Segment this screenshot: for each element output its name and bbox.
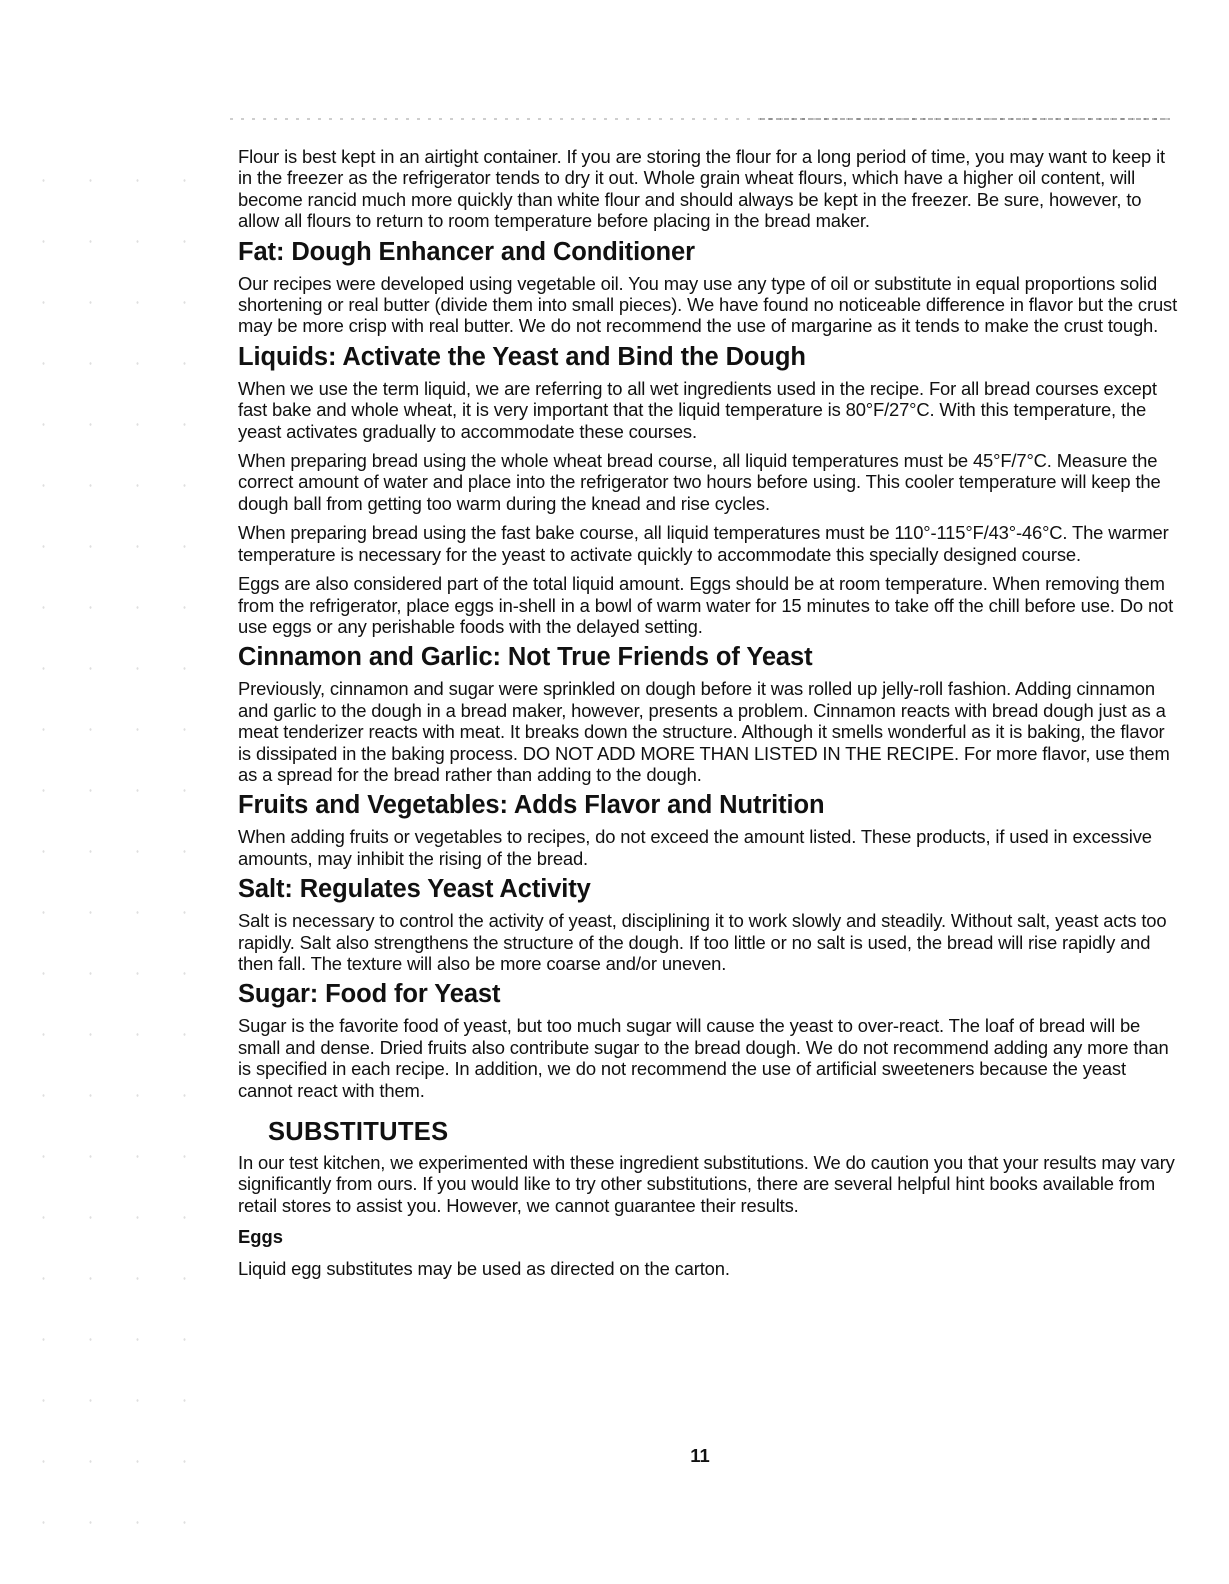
section-paragraph: Sugar is the favorite food of yeast, but too much sugar will cause the yeast to over-react. The loaf of bread will be small and dense. Dried fruits also contribute sugar to the bread dough. We do not recommend adding any more than is specified in each recipe. In addition, we do not recommend the use of artificial sweeteners because the yeast cannot react with them. xyxy=(238,1015,1169,1101)
section-heading: Fat: Dough Enhancer and Conditioner xyxy=(238,237,695,266)
section-sugar xyxy=(238,979,1178,1101)
eggs-heading: Eggs xyxy=(238,1226,283,1248)
section-heading: Fruits and Vegetables: Adds Flavor and Nutrition xyxy=(238,791,825,820)
section-heading: Salt: Regulates Yeast Activity xyxy=(238,875,591,904)
section-paragraph: When we use the term liquid, we are referring to all wet ingredients used in the recipe. For all bread courses except fast bake and whole wheat, it is very important that the liquid temperature is 80°F/27°C. With this temperature, the yeast activates gradually to accommodate these courses. xyxy=(238,377,1157,442)
scan-speckle xyxy=(20,150,220,1550)
section-substitutes xyxy=(238,1117,1178,1280)
page-number: 11 xyxy=(690,1445,710,1466)
section-paragraph: Salt is necessary to control the activity of yeast, disciplining it to work slowly and steadily. Without salt, yeast acts too rapidly. Salt also strengthens the structure of the dough. If too little or no salt is used, the bread will rise rapidly and then fall. The texture will also be more coarse and/or uneven. xyxy=(238,910,1167,974)
section-paragraph: When preparing bread using the fast bake course, all liquid temperatures must be 110°-115°F/43°-46°C. The warmer temperature is necessary for the yeast to activate quickly to accommodate this specially designed course. xyxy=(238,522,1169,565)
section-cinnamon-garlic xyxy=(238,642,1178,785)
section-paragraph: When preparing bread using the whole wheat bread course, all liquid temperatures must be 45°F/7°C. Measure the correct amount of water and place into the refrigerator two hours before using. This cooler temperature will keep the dough ball from getting too warm during the knead and rise cycles. xyxy=(238,450,1161,514)
flour-storage-paragraph: Flour is best kept in an airtight container. If you are storing the flour for a long period of time, you may want to keep it in the freezer as the refrigerator tends to dry it out. Whole grain wheat flours, which have a higher oil content, will become rancid much more quickly than white flour and should always be kept in the freezer. Be sure, however, to allow all flours to return to room temperature before placing in the bread maker. xyxy=(238,146,1165,232)
substitutes-heading: SUBSTITUTES xyxy=(268,1118,449,1146)
scan-artifact-line-dense xyxy=(760,118,1170,120)
section-liquids xyxy=(238,342,1178,637)
section-heading: Sugar: Food for Yeast xyxy=(238,980,501,1009)
section-fruits-vegetables xyxy=(238,790,1178,869)
section-heading: Liquids: Activate the Yeast and Bind the Dough xyxy=(238,342,806,371)
substitutes-intro: In our test kitchen, we experimented with these ingredient substitutions. We do caution you that your results may vary significantly from ours. If you would like to try other substitutions, there are several helpful hint books available from retail stores to assist you. However, we cannot guarantee their results. xyxy=(238,1152,1175,1216)
eggs-text: Liquid egg substitutes may be used as directed on the carton. xyxy=(238,1258,730,1280)
section-fat xyxy=(238,237,1178,337)
section-paragraph: Previously, cinnamon and sugar were sprinkled on dough before it was rolled up jelly-roll fashion. Adding cinnamon and garlic to the dough in a bread maker, however, presents a problem. Cinnamon reacts with bread dough just as a meat tenderizer reacts with meat. It breaks down the structure. Although it smells wonderful as it is baking, the flavor is dissipated in the baking process. DO NOT ADD MORE THAN LISTED IN THE RECIPE. For more flavor, use them as a spread for the bread rather than adding to the dough. xyxy=(238,678,1170,785)
page-content xyxy=(238,146,1178,1280)
section-paragraph: When adding fruits or vegetables to recipes, do not exceed the amount listed. These products, if used in excessive amounts, may inhibit the rising of the bread. xyxy=(238,826,1152,869)
section-salt xyxy=(238,874,1178,974)
section-paragraph: Our recipes were developed using vegetable oil. You may use any type of oil or substitute in equal proportions solid shortening or real butter (divide them into small pieces). We have found no noticeable difference in flavor but the crust may be more crisp with real butter. We do not recommend the use of margarine as it tends to make the crust tough. xyxy=(238,272,1178,337)
section-paragraph: Eggs are also considered part of the total liquid amount. Eggs should be at room temperature. When removing them from the refrigerator, place eggs in-shell in a bowl of warm water for 15 minutes to take off the chill before use. Do not use eggs or any perishable foods with the delayed setting. xyxy=(238,573,1174,637)
section-heading: Cinnamon and Garlic: Not True Friends of Yeast xyxy=(238,643,813,672)
